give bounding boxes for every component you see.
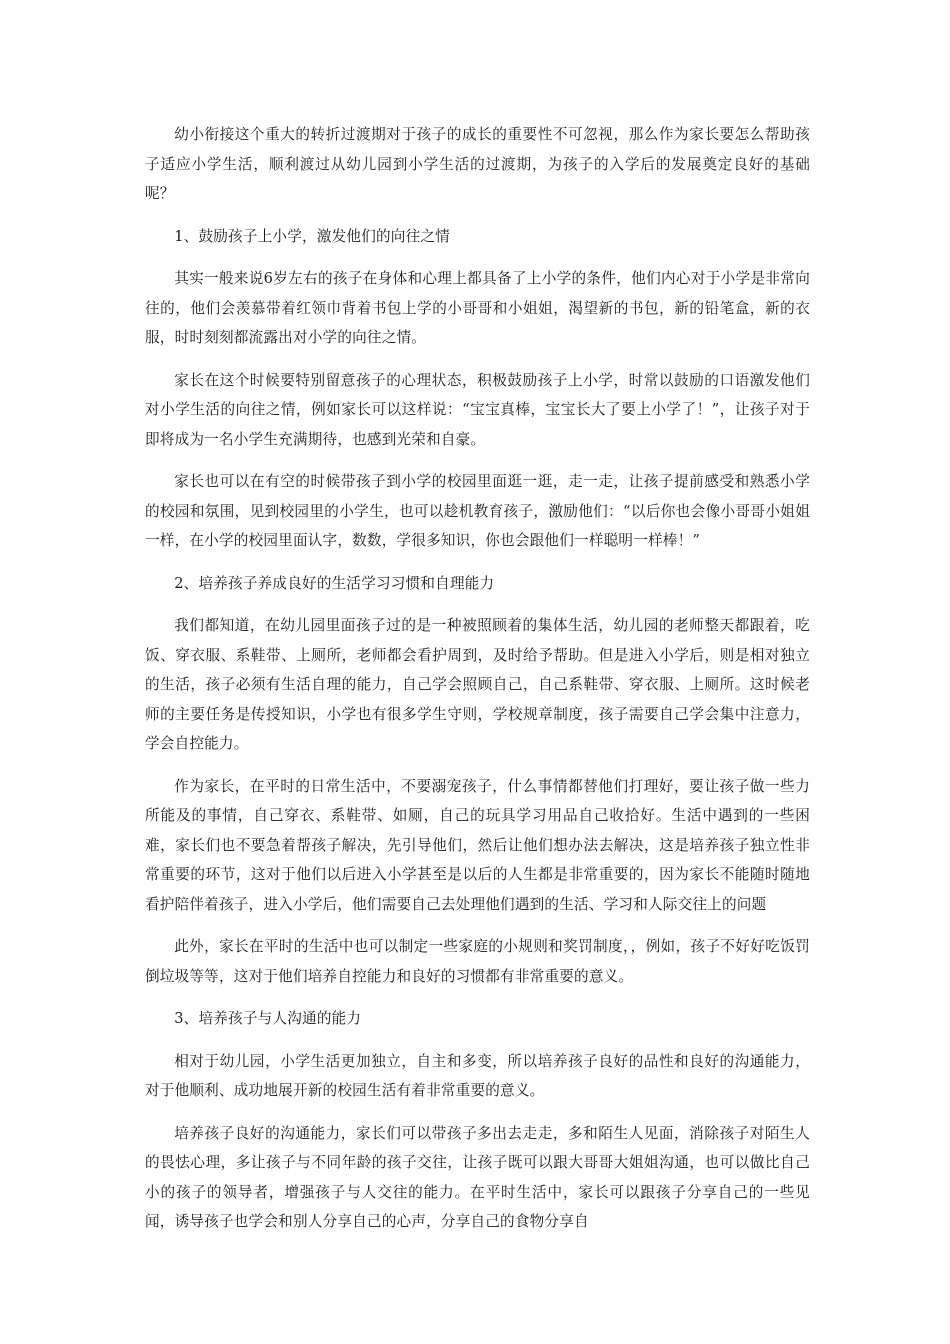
body-paragraph: 作为家长，在平时的日常生活中，不要溺宠孩子，什么事情都替他们打理好，要让孩子做一些力所能及的事情，自己穿衣、系鞋带、如厕，自己的玩具学习用品自己收拾好。生活中遇到的一些困难，家长们也不要急着帮孩子解决，先引导他们，然后让他们想办法去解决，这是培养孩子独立性非常重要的环节，这对于他们以后进入小学甚至是以后的人生都是非常重要的，因为家长不能随时随地看护陪伴着孩子，进入小学后，他们需要自己去处理他们遇到的生活、学习和人际交往上的问题 [145, 777, 810, 913]
body-paragraph: 家长在这个时候要特别留意孩子的心理状态，积极鼓励孩子上小学，时常以鼓励的口语激发他们对小学生活的向往之情，例如家长可以这样说：“宝宝真棒，宝宝长大了要上小学了！”，让孩子对于即将成为一名小学生充满期待，也感到光荣和自豪。 [145, 371, 810, 448]
section-heading-3: 3、培养孩子与人沟通的能力 [174, 1010, 362, 1027]
section-heading-2: 2、培养孩子养成良好的生活学习习惯和自理能力 [174, 574, 495, 592]
body-paragraph: 我们都知道，在幼儿园里面孩子过的是一种被照顾着的集体生活，幼儿园的老师整天都跟着，吃饭、穿衣服、系鞋带、上厕所，老师都会看护周到，及时给予帮助。但是进入小学后，则是相对独立的生活，孩子必须有生活自理的能力，自己学会照顾自己，自己系鞋带、穿衣服、上厕所。这时候老师的主要任务是传授知识，小学也有很多学生守则，学校规章制度，孩子需要自己学会集中注意力，学会自控能力。 [145, 617, 810, 752]
document-body [145, 120, 810, 1250]
intro-paragraph: 幼小衔接这个重大的转折过渡期对于孩子的成长的重要性不可忽视，那么作为家长要怎么帮助孩子适应小学生活，顺利渡过从幼儿园到小学生活的过渡期，为孩子的入学后的发展奠定良好的基础呢？ [145, 126, 810, 202]
section-heading-1: 1、鼓励孩子上小学，激发他们的向往之情 [174, 227, 450, 245]
body-paragraph: 培养孩子良好的沟通能力，家长们可以带孩子多出去走走，多和陌生人见面，消除孩子对陌生人的畏怯心理，多让孩子与不同年龄的孩子交往，让孩子既可以跟大哥哥大姐姐沟通，也可以做比自己小的孩子的领导者，增强孩子与人交往的能力。在平时生活中，家长可以跟孩子分享自己的一些见闻，诱导孩子也学会和别人分享自己的心声，分享自己的食物分享自 [145, 1124, 810, 1230]
body-paragraph: 此外，家长在平时的生活中也可以制定一些家庭的小规则和奖罚制度，，例如，孩子不好好吃饭罚倒垃圾等等，这对于他们培养自控能力和良好的习惯都有非常重要的意义。 [145, 938, 810, 985]
body-paragraph: 家长也可以在有空的时候带孩子到小学的校园里面逛一逛，走一走，让孩子提前感受和熟悉小学的校园和氛围，见到校园里的小学生，也可以趁机教育孩子，激励他们：“以后你也会像小哥哥小姐姐一样，在小学的校园里面认字，数数，学很多知识，你也会跟他们一样聪明一样棒！” [145, 473, 810, 549]
body-paragraph: 相对于幼儿园，小学生活更加独立，自主和多变，所以培养孩子良好的品性和良好的沟通能力，对于他顺利、成功地展开新的校园生活有着非常重要的意义。 [145, 1052, 810, 1099]
body-paragraph: 其实一般来说6岁左右的孩子在身体和心理上都具备了上小学的条件，他们内心对于小学是非常向往的，他们会羡慕带着红领巾背着书包上学的小哥哥和小姐姐，渴望新的书包，新的铅笔盒，新的衣服，时时刻刻都流露出对小学的向往之情。 [145, 270, 810, 346]
